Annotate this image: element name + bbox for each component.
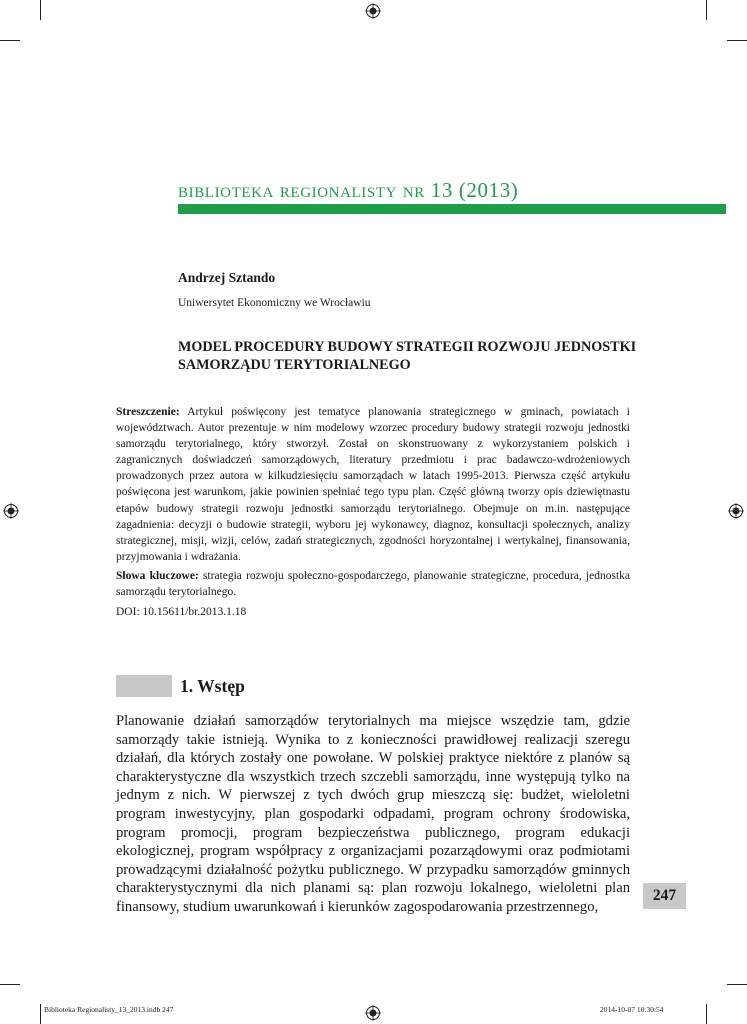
keywords-label: Słowa kluczowe: bbox=[116, 570, 199, 582]
registration-mark-right-icon bbox=[728, 503, 744, 519]
section-heading-marker bbox=[116, 675, 172, 697]
abstract bbox=[116, 404, 630, 565]
crop-mark-bottom-left-h bbox=[0, 984, 20, 985]
article-title: MODEL PROCEDURY BUDOWY STRATEGII ROZWOJU JEDNOSTKI SAMORZĄDU TERYTORIALNEGO bbox=[178, 339, 637, 373]
registration-mark-top-icon bbox=[365, 3, 381, 19]
abstract-label: Streszczenie: bbox=[116, 406, 180, 418]
author-affiliation: Uniwersytet Ekonomiczny we Wrocławiu bbox=[178, 297, 371, 309]
crop-mark-top-right-h bbox=[727, 40, 747, 41]
body-paragraph: Planowanie działań samorządów terytorialnych ma miejsce wszędzie tam, gdzie samorządy takie istnieją. Wynika to z konieczności prawidłowej realizacji szeregu działań, dla których zostały one powołane. W polskiej praktyce niektóre z planów są charakterystyczne dla wszystkich trzech szczebli samorządu, inne występują tylko na jednym z nich. W pierwszej z tych dwóch grup mieszczą się: budżet, wieloletni program inwestycyjny, plan gospodarki odpadami, program ochrony środowiska, program promocji, program bezpieczeństwa publicznego, program edukacji ekologicznej, program współpracy z organizacjami pozarządowymi oraz podmiotami prowadzącymi działalność pożytku publicznego. W przypadku samorządów gminnych charakterystycznymi dla nich planami są: plan rozwoju lokalnego, wieloletni plan finansowy, studium uwarunkowań i kierunków zagospodarowania przestrzennego, bbox=[116, 713, 630, 915]
crop-mark-bottom-left-v bbox=[40, 1004, 41, 1024]
registration-mark-bottom-icon bbox=[365, 1005, 381, 1021]
journal-title: biblioteka regionalisty nr 13 (2013) bbox=[178, 178, 519, 202]
keywords bbox=[116, 568, 630, 600]
crop-mark-top-left-v bbox=[40, 0, 41, 20]
print-slug-timestamp: 2014-10-07 10:30:54 bbox=[600, 1005, 664, 1014]
print-slug-file: Biblioteka Regionalisty_13_2013.indb 247 bbox=[44, 1005, 174, 1014]
registration-mark-left-icon bbox=[3, 503, 19, 519]
keywords-text: strategia rozwoju społeczno-gospodarczego, planowanie strategiczne, procedura, jednostka samorządu terytorialnego. bbox=[116, 570, 630, 599]
section-heading: 1. Wstęp bbox=[180, 676, 245, 696]
crop-mark-bottom-right-v bbox=[706, 1004, 707, 1024]
author-name: Andrzej Sztando bbox=[178, 270, 276, 285]
crop-mark-top-right-v bbox=[706, 0, 707, 20]
crop-mark-bottom-right-h bbox=[727, 984, 747, 985]
abstract-text: Artykuł poświęcony jest tematyce planowania strategicznego w gminach, powiatach i województwach. Autor prezentuje w nim modelowy wzorzec procedury budowy strategii rozwoju jednostki samorządu terytorialnego, który stworzył. Został on skonstruowany z wykorzystaniem polskich i zagranicznych doświadczeń samorządowych, literatury przedmiotu i prac badawczo-wdrożeniowych prowadzonych przez autora w kilkudziesięciu samorządach w latach 1995-2013. Pierwsza część artykułu poświęcona jest warunkom, jakie powinien spełniać tego typu plan. Część główną tworzy opis dziewiętnastu etapów budowy strategii rozwoju jednostki samorządu terytorialnego. Obejmuje on m.in. następujące zagadnienia: decyzji o budowie strategii, wyboru jej wykonawcy, diagnoz, konsultacji społecznych, analizy strategicznej, misji, wizji, celów, zadań strategicznych, zgodności horyzontalnej i wertykalnej, finansowania, przyjmowania i wdrażania. bbox=[116, 406, 630, 563]
doi: DOI: 10.15611/br.2013.1.18 bbox=[116, 606, 247, 618]
crop-mark-top-left-h bbox=[0, 40, 20, 41]
header-accent-bar bbox=[178, 204, 726, 214]
page-number: 247 bbox=[652, 887, 677, 904]
